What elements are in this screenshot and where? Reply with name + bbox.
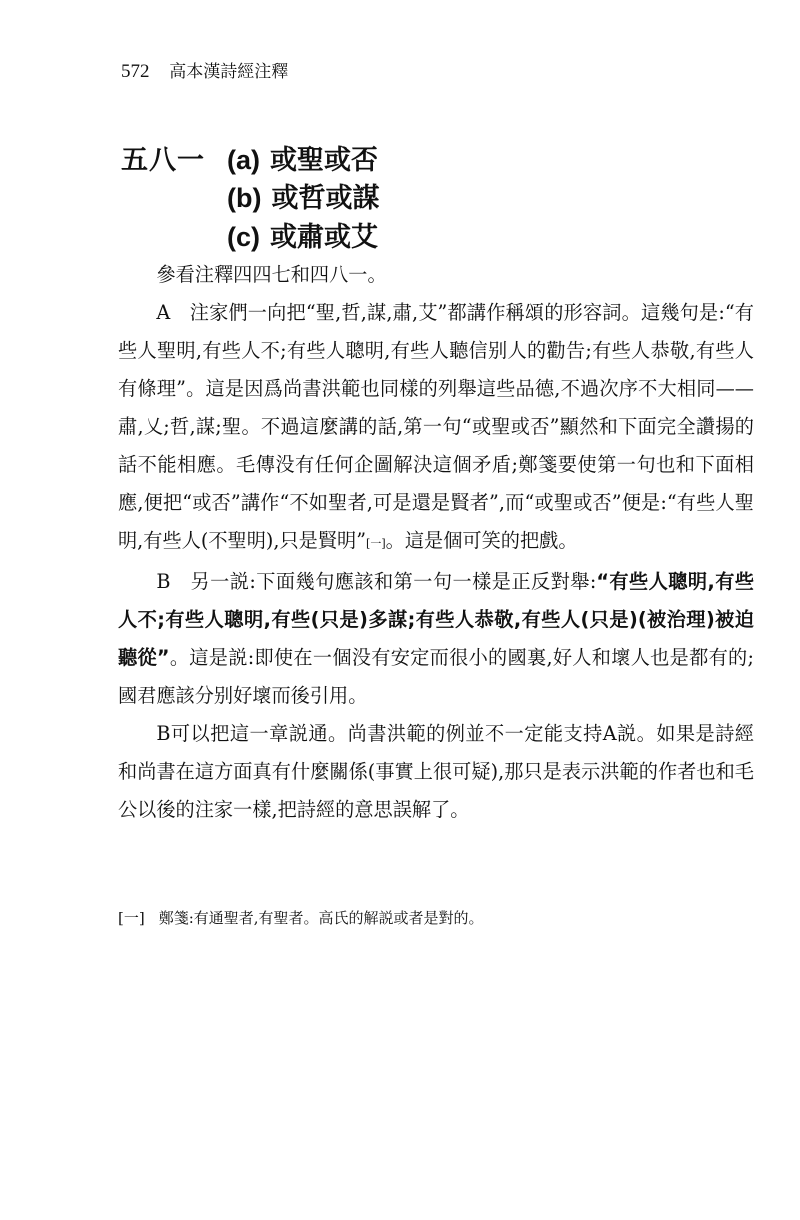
heading-item-text: 或聖或否 <box>270 145 378 176</box>
heading-item-text: 或哲或謀 <box>271 183 380 214</box>
paragraph-b-end: 。這是説:即使在一個没有安定而很小的國裏,好人和壞人也是都有的;國君應該分别好壞而後引用。 <box>118 646 754 707</box>
heading-item-c <box>227 215 378 254</box>
page-number: 572 <box>121 61 150 82</box>
footnote <box>118 906 758 930</box>
paragraph-a <box>118 294 754 563</box>
heading-item-text: 或肅或艾 <box>270 222 378 253</box>
paragraph-conclusion: B可以把這一章説通。尚書洪範的例並不一定能支持A説。如果是詩經和尚書在這方面真有什麼關係(事實上很可疑),那只是表示洪範的作者也和毛公以後的注家一樣,把詩經的意思誤解了。 <box>118 722 754 821</box>
paragraph-b <box>118 563 754 715</box>
paragraph-a-text: A 注家們一向把“聖,哲,謀,肅,艾”都講作稱頌的形容詞。這幾句是:“有些人聖明,有些人不;有些人聰明,有些人聽信别人的勸告;有些人恭敬,有些人有條理”。這是因爲尚書洪範也同樣的列舉這些品德,不過次序不大相同——肅,乂;哲,謀;聖。不過這麼講的話,第一句“或聖或否”顯然和下面完全讚揚的話不能相應。毛傳没有任何企圖解決這個矛盾;鄭箋要使第一句也和下面相應,便把“或否”講作“不如聖者,可是還是賢者”,而“或聖或否”便是:“有些人聖明,有些人(不聖明),只是賢明” <box>118 301 754 552</box>
running-title: 高本漢詩經注釋 <box>169 62 289 82</box>
paragraph-a-tail: 。這是個可笑的把戲。 <box>385 529 578 552</box>
entry-number: 五八一 <box>121 145 205 176</box>
heading-item-label: (c) <box>227 222 260 252</box>
paragraph-reference: 參看注釋四四七和四八一。 <box>156 263 387 286</box>
page-header <box>121 60 288 84</box>
heading-item-a <box>227 138 378 177</box>
footnote-text: 鄭箋:有通聖者,有聖者。高氏的解説或者是對的。 <box>158 909 484 927</box>
footnote-mark: [一] <box>118 909 145 927</box>
heading-item-label: (b) <box>227 183 262 213</box>
footnote-reference[interactable]: [一] <box>366 537 386 550</box>
heading-item-b <box>227 176 379 215</box>
paragraph-b-emphasis: “有些人聰明,有些人不;有些人聰明,有些(只是)多謀;有些人恭敬,有些人(只是)(被治理)被迫聽從” <box>118 570 755 669</box>
heading-item-label: (a) <box>227 145 260 175</box>
body-text <box>118 256 754 829</box>
paragraph-b-start: B 另一説:下面幾句應該和第一句一樣是正反對舉: <box>156 570 597 593</box>
